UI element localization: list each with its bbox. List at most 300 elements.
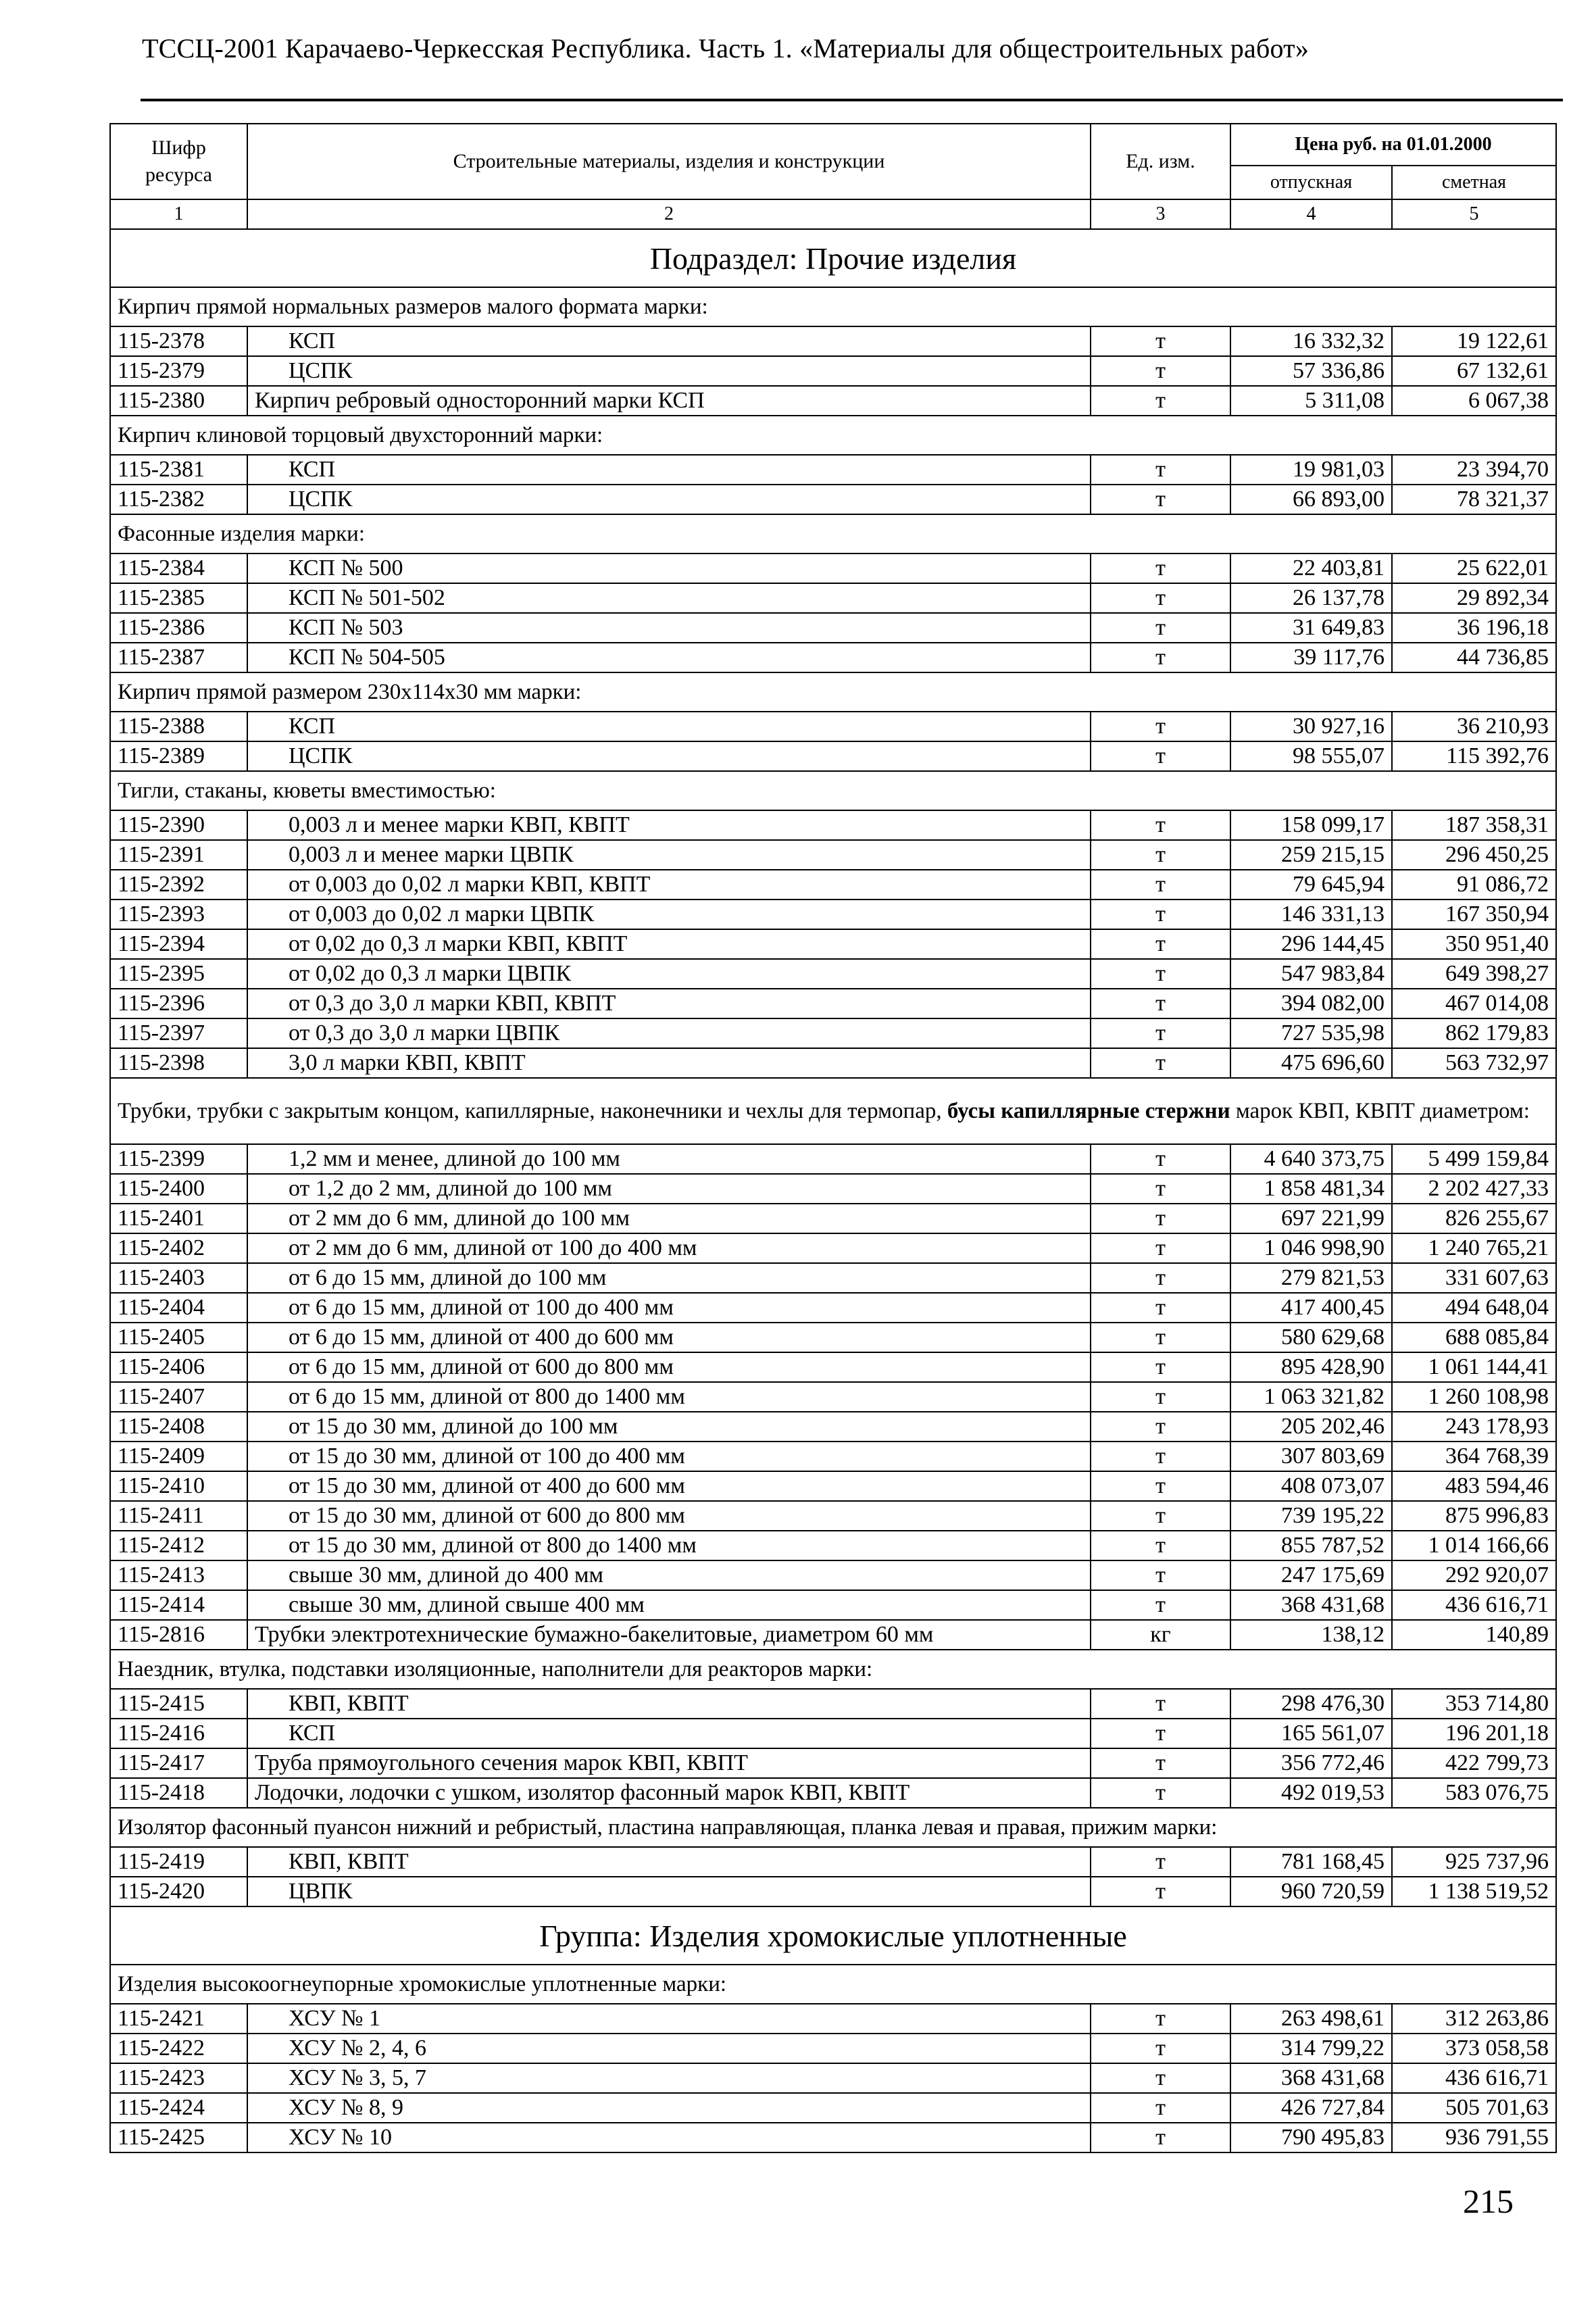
table-header-row (110, 124, 1556, 166)
resource-code: 115-2380 (110, 386, 247, 416)
material-name: от 6 до 15 мм, длиной от 600 до 800 мм (247, 1352, 1091, 1382)
table-row (110, 712, 1556, 741)
material-name: ХСУ № 2, 4, 6 (247, 2034, 1091, 2063)
resource-code: 115-2423 (110, 2063, 247, 2093)
table-row (110, 455, 1556, 485)
table-row (110, 870, 1556, 900)
unit: т (1091, 2063, 1230, 2093)
unit: т (1091, 1352, 1230, 1382)
table-row (110, 741, 1556, 771)
table-row (110, 326, 1556, 356)
table-row (110, 553, 1556, 583)
unit: т (1091, 613, 1230, 643)
resource-code: 115-2395 (110, 959, 247, 989)
table-row (110, 2034, 1556, 2063)
resource-code: 115-2413 (110, 1560, 247, 1590)
material-name: КСП № 503 (247, 613, 1091, 643)
table-row (110, 1560, 1556, 1590)
price-estimate: 563 732,97 (1392, 1048, 1556, 1078)
unit: т (1091, 1018, 1230, 1048)
table-row (110, 643, 1556, 672)
material-name: КСП (247, 326, 1091, 356)
material-name: ХСУ № 8, 9 (247, 2093, 1091, 2123)
price-estimate: 67 132,61 (1392, 356, 1556, 386)
price-estimate: 91 086,72 (1392, 870, 1556, 900)
resource-code: 115-2417 (110, 1748, 247, 1778)
price-estimate: 25 622,01 (1392, 553, 1556, 583)
table-row (110, 1352, 1556, 1382)
table-row (110, 2004, 1556, 2034)
material-name: КСП (247, 712, 1091, 741)
unit: т (1091, 1204, 1230, 1233)
subheading: Изделия высокоогнеупорные хромокислые уплотненные марки: (110, 1965, 1556, 2004)
price-release: 296 144,45 (1230, 929, 1392, 959)
section-title: Подраздел: Прочие изделия (110, 229, 1556, 287)
subheading-text: Трубки, трубки с закрытым концом, капиллярные, наконечники и чехлы для термопар, (118, 1099, 947, 1123)
price-estimate: 36 196,18 (1392, 613, 1556, 643)
price-release: 19 981,03 (1230, 455, 1392, 485)
price-release: 1 858 481,34 (1230, 1174, 1392, 1204)
resource-code: 115-2419 (110, 1847, 247, 1877)
table-row (110, 1412, 1556, 1442)
unit: т (1091, 741, 1230, 771)
material-name: ЦСПК (247, 356, 1091, 386)
unit: т (1091, 485, 1230, 514)
subheading: Тигли, стаканы, кюветы вместимостью: (110, 771, 1556, 810)
unit: т (1091, 870, 1230, 900)
price-release: 205 202,46 (1230, 1412, 1392, 1442)
price-estimate: 1 260 108,98 (1392, 1382, 1556, 1412)
unit: т (1091, 900, 1230, 929)
table-row (110, 2063, 1556, 2093)
table-row (110, 386, 1556, 416)
column-number: 2 (247, 199, 1091, 229)
table-row (110, 1719, 1556, 1748)
material-name: от 6 до 15 мм, длиной от 400 до 600 мм (247, 1323, 1091, 1352)
price-estimate: 167 350,94 (1392, 900, 1556, 929)
header-price-estimate: сметная (1392, 166, 1556, 199)
table-row (110, 1263, 1556, 1293)
material-name: свыше 30 мм, длиной до 400 мм (247, 1560, 1091, 1590)
price-release: 165 561,07 (1230, 1719, 1392, 1748)
resource-code: 115-2402 (110, 1233, 247, 1263)
subheading: Кирпич прямой размером 230х114х30 мм марки: (110, 672, 1556, 712)
subheading: Кирпич клиновой торцовый двухсторонний марки: (110, 416, 1556, 455)
price-release: 1 063 321,82 (1230, 1382, 1392, 1412)
table-row (110, 959, 1556, 989)
resource-code: 115-2386 (110, 613, 247, 643)
price-release: 26 137,78 (1230, 583, 1392, 613)
price-estimate: 36 210,93 (1392, 712, 1556, 741)
resource-code: 115-2410 (110, 1471, 247, 1501)
price-release: 263 498,61 (1230, 2004, 1392, 2034)
resource-code: 115-2384 (110, 553, 247, 583)
resource-code: 115-2379 (110, 356, 247, 386)
subheading: Кирпич прямой нормальных размеров малого формата марки: (110, 287, 1556, 326)
resource-code: 115-2381 (110, 455, 247, 485)
price-estimate: 312 263,86 (1392, 2004, 1556, 2034)
material-name: от 1,2 до 2 мм, длиной до 100 мм (247, 1174, 1091, 1204)
material-name: от 6 до 15 мм, длиной от 800 до 1400 мм (247, 1382, 1091, 1412)
column-numbers-row (110, 199, 1556, 229)
group-title-row (110, 1906, 1556, 1965)
material-name: от 15 до 30 мм, длиной до 100 мм (247, 1412, 1091, 1442)
material-name: КСП (247, 1719, 1091, 1748)
price-estimate: 1 138 519,52 (1392, 1877, 1556, 1906)
resource-code: 115-2424 (110, 2093, 247, 2123)
table-row (110, 900, 1556, 929)
material-name: Кирпич ребровый односторонний марки КСП (247, 386, 1091, 416)
price-table-container (109, 123, 1555, 2153)
material-name: Лодочки, лодочки с ушком, изолятор фасонный марок КВП, КВПТ (247, 1778, 1091, 1808)
unit: т (1091, 2123, 1230, 2152)
price-release: 547 983,84 (1230, 959, 1392, 989)
unit: т (1091, 553, 1230, 583)
material-name: 1,2 мм и менее, длиной до 100 мм (247, 1144, 1091, 1174)
price-estimate: 494 648,04 (1392, 1293, 1556, 1323)
price-release: 739 195,22 (1230, 1501, 1392, 1531)
resource-code: 115-2401 (110, 1204, 247, 1233)
unit: т (1091, 2034, 1230, 2063)
price-release: 5 311,08 (1230, 386, 1392, 416)
table-row (110, 1293, 1556, 1323)
unit: т (1091, 1501, 1230, 1531)
resource-code: 115-2406 (110, 1352, 247, 1382)
table-row (110, 1620, 1556, 1650)
price-estimate: 688 085,84 (1392, 1323, 1556, 1352)
price-release: 368 431,68 (1230, 2063, 1392, 2093)
price-release: 22 403,81 (1230, 553, 1392, 583)
table-row (110, 485, 1556, 514)
unit: т (1091, 643, 1230, 672)
unit: т (1091, 1847, 1230, 1877)
price-table (109, 123, 1557, 2153)
unit: т (1091, 1412, 1230, 1442)
unit: т (1091, 712, 1230, 741)
table-row (110, 989, 1556, 1018)
price-release: 781 168,45 (1230, 1847, 1392, 1877)
price-estimate: 1 014 166,66 (1392, 1531, 1556, 1560)
unit: т (1091, 1233, 1230, 1263)
price-estimate: 2 202 427,33 (1392, 1174, 1556, 1204)
table-row (110, 1590, 1556, 1620)
material-name: ЦСПК (247, 485, 1091, 514)
resource-code: 115-2421 (110, 2004, 247, 2034)
page-number: 215 (1463, 2182, 1514, 2220)
price-estimate: 875 996,83 (1392, 1501, 1556, 1531)
price-estimate: 29 892,34 (1392, 583, 1556, 613)
unit: т (1091, 2004, 1230, 2034)
price-release: 247 175,69 (1230, 1560, 1392, 1590)
price-release: 4 640 373,75 (1230, 1144, 1392, 1174)
subheading (110, 1078, 1556, 1144)
header-code: Шифр ресурса (110, 124, 247, 199)
header-unit: Ед. изм. (1091, 124, 1230, 199)
material-name: от 0,003 до 0,02 л марки КВП, КВПТ (247, 870, 1091, 900)
material-name: от 0,003 до 0,02 л марки ЦВПК (247, 900, 1091, 929)
material-name: КСП № 500 (247, 553, 1091, 583)
unit: т (1091, 1442, 1230, 1471)
price-estimate: 364 768,39 (1392, 1442, 1556, 1471)
material-name: от 2 мм до 6 мм, длиной от 100 до 400 мм (247, 1233, 1091, 1263)
subheading: Фасонные изделия марки: (110, 514, 1556, 553)
subheading-row (110, 514, 1556, 553)
table-row (110, 1471, 1556, 1501)
subheading-row (110, 1808, 1556, 1847)
unit: т (1091, 356, 1230, 386)
resource-code: 115-2405 (110, 1323, 247, 1352)
unit: т (1091, 386, 1230, 416)
price-estimate: 649 398,27 (1392, 959, 1556, 989)
resource-code: 115-2404 (110, 1293, 247, 1323)
unit: т (1091, 583, 1230, 613)
price-estimate: 350 951,40 (1392, 929, 1556, 959)
price-estimate: 296 450,25 (1392, 840, 1556, 870)
subheading-row (110, 672, 1556, 712)
price-estimate: 422 799,73 (1392, 1748, 1556, 1778)
unit: т (1091, 1877, 1230, 1906)
unit: т (1091, 1590, 1230, 1620)
price-estimate: 373 058,58 (1392, 2034, 1556, 2063)
material-name: ЦСПК (247, 741, 1091, 771)
subheading-row (110, 416, 1556, 455)
resource-code: 115-2387 (110, 643, 247, 672)
table-row (110, 1501, 1556, 1531)
material-name: 3,0 л марки КВП, КВПТ (247, 1048, 1091, 1078)
resource-code: 115-2382 (110, 485, 247, 514)
unit: т (1091, 1323, 1230, 1352)
subheading-row (110, 1078, 1556, 1144)
table-row (110, 1778, 1556, 1808)
price-release: 98 555,07 (1230, 741, 1392, 771)
resource-code: 115-2408 (110, 1412, 247, 1442)
material-name: от 15 до 30 мм, длиной от 600 до 800 мм (247, 1501, 1091, 1531)
resource-code: 115-2425 (110, 2123, 247, 2152)
resource-code: 115-2397 (110, 1018, 247, 1048)
material-name: ХСУ № 10 (247, 2123, 1091, 2152)
price-estimate: 1 061 144,41 (1392, 1352, 1556, 1382)
price-release: 368 431,68 (1230, 1590, 1392, 1620)
section-title-row (110, 229, 1556, 287)
table-body (110, 229, 1556, 2152)
unit: т (1091, 989, 1230, 1018)
header-price-release: отпускная (1230, 166, 1392, 199)
material-name: ЦВПК (247, 1877, 1091, 1906)
material-name: от 6 до 15 мм, длиной от 100 до 400 мм (247, 1293, 1091, 1323)
price-release: 16 332,32 (1230, 326, 1392, 356)
table-row (110, 1204, 1556, 1233)
material-name: ХСУ № 1 (247, 2004, 1091, 2034)
unit: т (1091, 840, 1230, 870)
price-release: 279 821,53 (1230, 1263, 1392, 1293)
material-name: от 2 мм до 6 мм, длиной до 100 мм (247, 1204, 1091, 1233)
price-release: 580 629,68 (1230, 1323, 1392, 1352)
price-estimate: 436 616,71 (1392, 2063, 1556, 2093)
unit: кг (1091, 1620, 1230, 1650)
group-title: Группа: Изделия хромокислые уплотненные (110, 1906, 1556, 1965)
unit: т (1091, 1048, 1230, 1078)
resource-code: 115-2403 (110, 1263, 247, 1293)
price-release: 259 215,15 (1230, 840, 1392, 870)
price-release: 39 117,76 (1230, 643, 1392, 672)
price-estimate: 292 920,07 (1392, 1560, 1556, 1590)
material-name: Трубки электротехнические бумажно-бакелитовые, диаметром 60 мм (247, 1620, 1091, 1650)
material-name: 0,003 л и менее марки КВП, КВПТ (247, 810, 1091, 840)
table-row (110, 1689, 1556, 1719)
price-estimate: 862 179,83 (1392, 1018, 1556, 1048)
unit: т (1091, 326, 1230, 356)
price-release: 960 720,59 (1230, 1877, 1392, 1906)
price-release: 394 082,00 (1230, 989, 1392, 1018)
table-row (110, 929, 1556, 959)
material-name: КСП (247, 455, 1091, 485)
unit: т (1091, 1719, 1230, 1748)
table-row (110, 613, 1556, 643)
unit: т (1091, 1293, 1230, 1323)
price-release: 790 495,83 (1230, 2123, 1392, 2152)
table-row (110, 1233, 1556, 1263)
price-release: 1 046 998,90 (1230, 1233, 1392, 1263)
table-row (110, 1877, 1556, 1906)
price-release: 66 893,00 (1230, 485, 1392, 514)
resource-code: 115-2385 (110, 583, 247, 613)
price-release: 79 645,94 (1230, 870, 1392, 900)
table-row (110, 2093, 1556, 2123)
table-row (110, 1531, 1556, 1560)
price-release: 492 019,53 (1230, 1778, 1392, 1808)
resource-code: 115-2409 (110, 1442, 247, 1471)
price-estimate: 505 701,63 (1392, 2093, 1556, 2123)
unit: т (1091, 1748, 1230, 1778)
material-name: КСП № 501-502 (247, 583, 1091, 613)
material-name: от 0,3 до 3,0 л марки КВП, КВПТ (247, 989, 1091, 1018)
material-name: Труба прямоугольного сечения марок КВП, КВПТ (247, 1748, 1091, 1778)
material-name: от 0,02 до 0,3 л марки ЦВПК (247, 959, 1091, 989)
table-row (110, 1048, 1556, 1078)
column-number: 3 (1091, 199, 1230, 229)
resource-code: 115-2390 (110, 810, 247, 840)
price-release: 417 400,45 (1230, 1293, 1392, 1323)
material-name: от 15 до 30 мм, длиной от 400 до 600 мм (247, 1471, 1091, 1501)
resource-code: 115-2415 (110, 1689, 247, 1719)
price-release: 158 099,17 (1230, 810, 1392, 840)
subheading-row (110, 1965, 1556, 2004)
table-row (110, 1174, 1556, 1204)
header-name: Строительные материалы, изделия и конструкции (247, 124, 1091, 199)
unit: т (1091, 929, 1230, 959)
resource-code: 115-2398 (110, 1048, 247, 1078)
material-name: КВП, КВПТ (247, 1689, 1091, 1719)
unit: т (1091, 1263, 1230, 1293)
material-name: от 0,3 до 3,0 л марки ЦВПК (247, 1018, 1091, 1048)
price-estimate: 187 358,31 (1392, 810, 1556, 840)
price-estimate: 353 714,80 (1392, 1689, 1556, 1719)
price-release: 855 787,52 (1230, 1531, 1392, 1560)
price-release: 57 336,86 (1230, 356, 1392, 386)
resource-code: 115-2412 (110, 1531, 247, 1560)
running-header: ТССЦ-2001 Карачаево-Черкесская Республика. Часть 1. «Материалы для общестроительных работ» (142, 33, 1310, 64)
price-estimate: 936 791,55 (1392, 2123, 1556, 2152)
table-row (110, 1144, 1556, 1174)
price-release: 356 772,46 (1230, 1748, 1392, 1778)
unit: т (1091, 1689, 1230, 1719)
column-number: 4 (1230, 199, 1392, 229)
resource-code: 115-2388 (110, 712, 247, 741)
resource-code: 115-2393 (110, 900, 247, 929)
subheading: Изолятор фасонный пуансон нижний и ребристый, пластина направляющая, планка левая и правая, прижим марки: (110, 1808, 1556, 1847)
price-estimate: 6 067,38 (1392, 386, 1556, 416)
unit: т (1091, 1382, 1230, 1412)
column-number: 1 (110, 199, 247, 229)
material-name: ХСУ № 3, 5, 7 (247, 2063, 1091, 2093)
price-estimate: 925 737,96 (1392, 1847, 1556, 1877)
unit: т (1091, 810, 1230, 840)
price-estimate: 583 076,75 (1392, 1778, 1556, 1808)
unit: т (1091, 959, 1230, 989)
table-row (110, 1748, 1556, 1778)
resource-code: 115-2396 (110, 989, 247, 1018)
resource-code: 115-2411 (110, 1501, 247, 1531)
price-estimate: 196 201,18 (1392, 1719, 1556, 1748)
price-release: 408 073,07 (1230, 1471, 1392, 1501)
table-row (110, 1847, 1556, 1877)
price-release: 138,12 (1230, 1620, 1392, 1650)
header-rule (141, 99, 1563, 101)
material-name: свыше 30 мм, длиной свыше 400 мм (247, 1590, 1091, 1620)
price-estimate: 331 607,63 (1392, 1263, 1556, 1293)
subheading-row (110, 771, 1556, 810)
resource-code: 115-2816 (110, 1620, 247, 1650)
price-estimate: 243 178,93 (1392, 1412, 1556, 1442)
price-estimate: 826 255,67 (1392, 1204, 1556, 1233)
price-estimate: 140,89 (1392, 1620, 1556, 1650)
resource-code: 115-2420 (110, 1877, 247, 1906)
table-row (110, 356, 1556, 386)
price-release: 307 803,69 (1230, 1442, 1392, 1471)
resource-code: 115-2422 (110, 2034, 247, 2063)
resource-code: 115-2399 (110, 1144, 247, 1174)
price-estimate: 19 122,61 (1392, 326, 1556, 356)
subheading: Наездник, втулка, подставки изоляционные, наполнители для реакторов марки: (110, 1650, 1556, 1689)
price-estimate: 78 321,37 (1392, 485, 1556, 514)
column-number: 5 (1392, 199, 1556, 229)
material-name: КВП, КВПТ (247, 1847, 1091, 1877)
price-estimate: 23 394,70 (1392, 455, 1556, 485)
table-row (110, 840, 1556, 870)
price-release: 298 476,30 (1230, 1689, 1392, 1719)
table-row (110, 810, 1556, 840)
resource-code: 115-2418 (110, 1778, 247, 1808)
resource-code: 115-2389 (110, 741, 247, 771)
table-row (110, 1323, 1556, 1352)
unit: т (1091, 455, 1230, 485)
price-release: 146 331,13 (1230, 900, 1392, 929)
price-release: 426 727,84 (1230, 2093, 1392, 2123)
unit: т (1091, 1531, 1230, 1560)
price-estimate: 483 594,46 (1392, 1471, 1556, 1501)
resource-code: 115-2414 (110, 1590, 247, 1620)
resource-code: 115-2394 (110, 929, 247, 959)
price-estimate: 115 392,76 (1392, 741, 1556, 771)
unit: т (1091, 1778, 1230, 1808)
price-release: 727 535,98 (1230, 1018, 1392, 1048)
unit: т (1091, 2093, 1230, 2123)
table-row (110, 2123, 1556, 2152)
price-estimate: 1 240 765,21 (1392, 1233, 1556, 1263)
table-row (110, 1018, 1556, 1048)
price-release: 475 696,60 (1230, 1048, 1392, 1078)
price-release: 697 221,99 (1230, 1204, 1392, 1233)
